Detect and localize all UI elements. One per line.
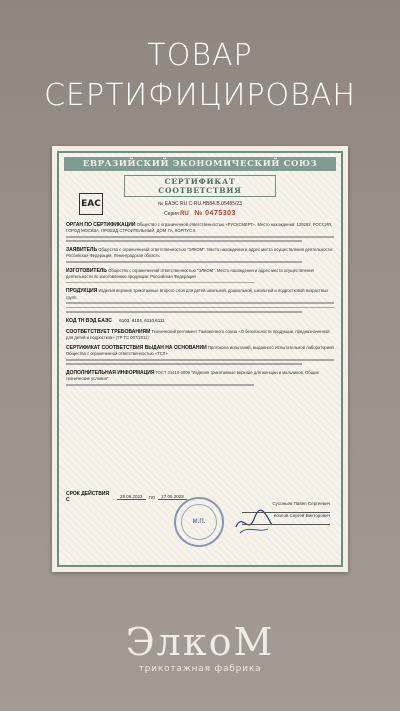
section-requirements: СООТВЕТСТВУЕТ ТРЕБОВАНИЯМ Технический регламент Таможенного союза «О безопасности продукции, предназначенной для детей и подростков» (ТР ТС 007/2011) xyxy=(66,328,330,340)
section-manufacturer: ИЗГОТОВИТЕЛЬ Общество с ограниченной ответственностью "ЭЛКОМ". Место нахождения и адрес места осуществления деятельности по изготовлению продукции: Российская Федерация xyxy=(66,268,334,284)
signature-area xyxy=(66,487,334,557)
section-certification-body: ОРГАН ПО СЕРТИФИКАЦИИ Общество с ограниченной ответственностью «РУСКСМЕРТ». Место нахождения: 129282, РОССИЯ, ГОРОД МОСКВА, ПРОЕЗД СТРОИТЕЛЬНЫЙ, ДОМ 7А, КОРПУС 6 xyxy=(66,222,334,242)
stamp-icon: М.П. xyxy=(174,497,224,547)
certificate-image xyxy=(52,146,348,572)
certificate-number: № ЕАЭС RU C-RU.НВ84.В.05485/23 xyxy=(158,201,242,207)
series-value: RU xyxy=(180,211,189,217)
certificate-series xyxy=(66,210,334,217)
certificate-union-header: ЕВРАЗИЙСКИЙ ЭКОНОМИЧЕСКИЙ СОЮЗ xyxy=(64,157,336,171)
date-from: 28.06.2023 xyxy=(117,494,146,500)
signer-2: Козлов Сергей Викторович xyxy=(242,513,330,525)
section-product: ПРОДУКЦИЯ Изделия верхние трикотажные второго слоя для детей школьной, дошкольной, школьной и подростковой возрастных групп xyxy=(66,288,334,312)
brand-tagline: трикотажная фабрика xyxy=(138,664,262,674)
validity-row: СРОК ДЕЙСТВИЯ С 28.06.2023 ПО 27.06.2028 xyxy=(66,491,334,503)
signer-lines xyxy=(242,501,330,525)
section-code: КОД ТН ВЭД ЕАЭС 6103, 6104, 6110,6111 xyxy=(66,317,165,324)
headline xyxy=(0,36,400,116)
signer-1: Сусоньев Павел Сергеевич xyxy=(242,501,330,513)
brand-name: ЭлкоМ xyxy=(125,620,275,664)
certificate-title: СЕРТИФИКАТ СООТВЕТСТВИЯ xyxy=(124,175,276,197)
headline-line-1: ТОВАР xyxy=(147,38,253,73)
serial-number: № 0475303 xyxy=(194,210,236,217)
date-to: 27.06.2028 xyxy=(158,494,187,500)
section-basis: СЕРТИФИКАТ СООТВЕТСТВИЯ ВЫДАН НА ОСНОВАНИИ Протокола испытаний, выданного Испытательной лабораторией Общества с ограниченной ответственностью «ТСЛ» xyxy=(66,345,334,365)
certificate-frame xyxy=(57,151,343,567)
headline-line-2: СЕРТИФИЦИРОВАН xyxy=(44,78,356,113)
series-label: Серия xyxy=(164,211,179,217)
eac-mark-icon: EAC xyxy=(79,193,103,215)
brand-logo xyxy=(0,622,400,674)
section-additional-info: ДОПОЛНИТЕЛЬНАЯ ИНФОРМАЦИЯ ГОСТ 31410-2009 "Изделия трикотажные верхние для женщин и мальчиков. Общие технические условия" xyxy=(66,370,334,386)
section-applicant: ЗАЯВИТЕЛЬ Общество с ограниченной ответственностью "ЭЛКОМ". Место нахождения и адрес места осуществления деятельности: Российская Федерация, Ленинградская область xyxy=(66,247,334,263)
